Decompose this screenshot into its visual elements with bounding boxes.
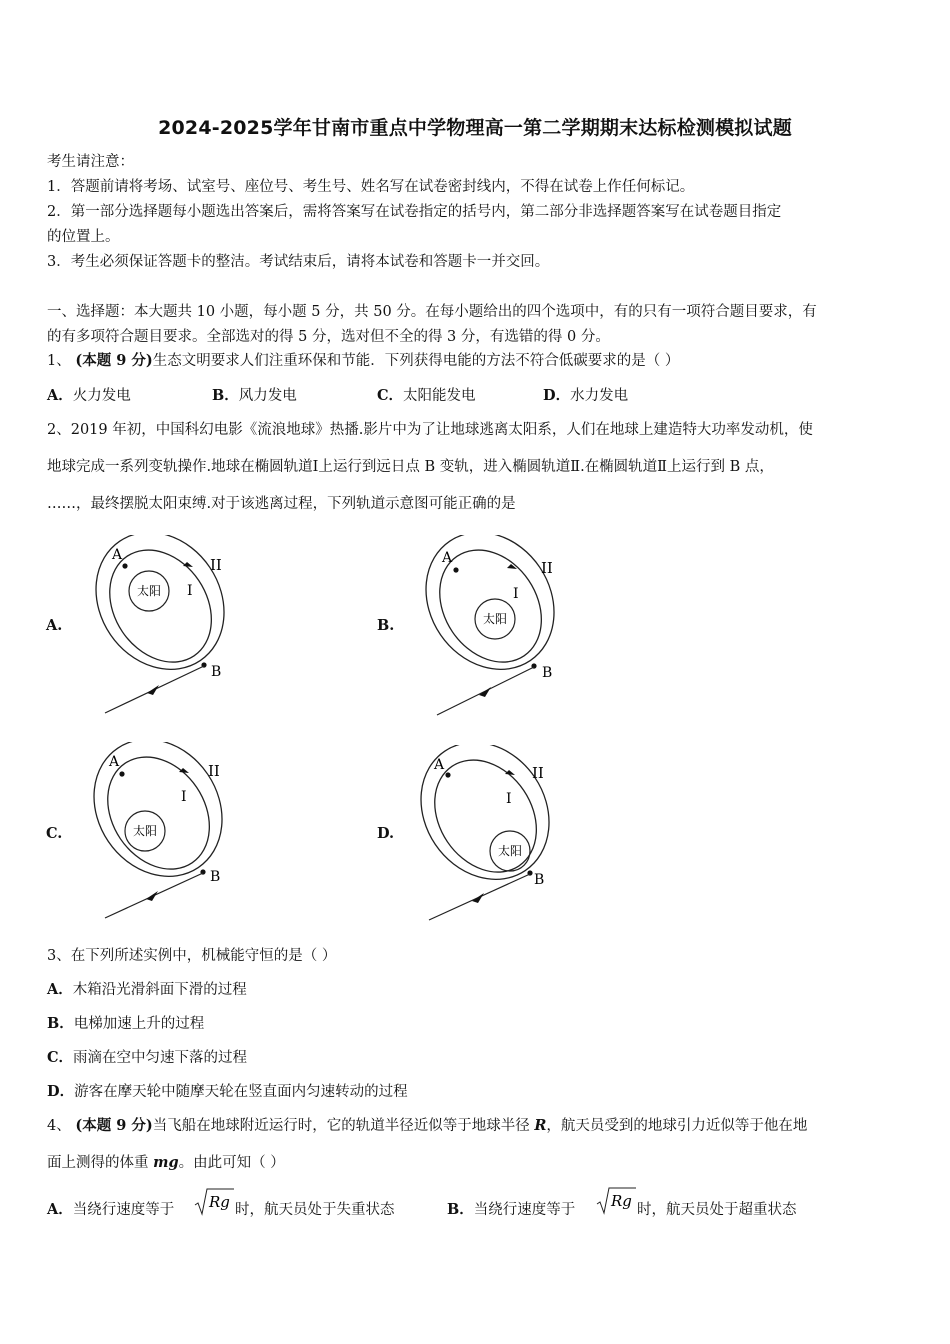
- option-b[interactable]: [447, 1200, 575, 1220]
- point-a: [445, 772, 450, 777]
- question-text: 。由此可知（ ）: [178, 1155, 285, 1171]
- option-text: 太阳能发电: [403, 388, 476, 404]
- point-b-label: B: [211, 664, 222, 680]
- orbit-diagram-b: [425, 535, 575, 720]
- option-c[interactable]: [377, 386, 476, 406]
- orbit-1-label: I: [506, 791, 512, 807]
- notice-item: 的位置上。: [47, 229, 120, 245]
- option-label: A．: [47, 387, 73, 404]
- option-label: D．: [543, 387, 571, 404]
- point-b-label: B: [210, 869, 221, 885]
- option-text: 游客在摩天轮中随摩天轮在竖直面内匀速转动的过程: [74, 1084, 408, 1100]
- point-a: [119, 771, 124, 776]
- option-label: B．: [47, 1015, 74, 1032]
- point-b-label: B: [534, 872, 545, 888]
- question-tag: (本题 9 分): [75, 352, 153, 369]
- orbit-diagram-c: [93, 742, 243, 927]
- question-text: ，航天员受到的地球引力近似等于他在地: [546, 1118, 808, 1134]
- option-a[interactable]: [47, 980, 247, 1000]
- orbit-diagram-a: [95, 535, 245, 720]
- sqrt-radicand: Rg: [611, 1192, 632, 1210]
- option-text: 当绕行速度等于: [473, 1202, 576, 1218]
- point-a: [122, 563, 127, 568]
- point-a-label: A: [112, 547, 123, 563]
- option-label: B．: [212, 387, 239, 404]
- question-text: 面上测得的体重: [47, 1155, 154, 1171]
- question-text: 当飞船在地球附近运行时，它的轨道半径近似等于地球半径: [152, 1118, 535, 1134]
- section-instructions: 的有多项符合题目要求。全部选对的得 5 分，选对但不全的得 3 分，有选错的得 0 分。: [47, 329, 610, 345]
- orbit-1-label: I: [181, 789, 187, 805]
- option-label: C．: [47, 1049, 74, 1066]
- option-text: 火力发电: [72, 388, 131, 404]
- option-d[interactable]: [47, 1082, 408, 1102]
- option-b[interactable]: [47, 1014, 204, 1034]
- question-2-line: 地球完成一系列变轨操作.地球在椭圆轨道Ⅰ上运行到远日点 B 变轨，进入椭圆轨道Ⅱ.在椭圆轨道Ⅱ上运行到 B 点，: [47, 459, 774, 475]
- question-number: 4、: [47, 1118, 71, 1134]
- notice-item: 2．第一部分选择题每小题选出答案后，需将答案写在试卷指定的括号内，第二部分非选择题答案写在试卷题目指定: [47, 204, 782, 220]
- option-text: 雨滴在空中匀速下落的过程: [73, 1050, 248, 1066]
- orbit-1-label: I: [187, 583, 193, 599]
- notice-item: 1．答题前请将考场、试室号、座位号、考生号、姓名写在试卷密封线内，不得在试卷上作任何标记。: [47, 179, 695, 195]
- sun-label: 太阳: [482, 612, 508, 626]
- option-b-tail: 时，航天员处于超重状态: [637, 1202, 797, 1218]
- point-a-label: A: [434, 757, 445, 773]
- orbit-2-label: II: [210, 556, 222, 574]
- option-b[interactable]: [212, 386, 297, 406]
- option-a[interactable]: [47, 386, 131, 406]
- figure-label-d[interactable]: D.: [377, 825, 395, 842]
- option-d[interactable]: [543, 386, 628, 406]
- option-c[interactable]: [47, 1048, 247, 1068]
- figure-label-c[interactable]: C.: [46, 825, 63, 842]
- point-b-label: B: [542, 665, 553, 681]
- orbit-2-label: II: [208, 762, 220, 780]
- question-4-line: [47, 1153, 907, 1173]
- option-text: 水力发电: [570, 388, 629, 404]
- section-instructions: 一、选择题：本大题共 10 小题，每小题 5 分，共 50 分。在每小题给出的四个选项中，有的只有一项符合题目要求，有: [47, 304, 817, 320]
- point-a-label: A: [442, 550, 453, 566]
- orbit-2-label: II: [532, 764, 544, 782]
- question-2-line: 2、2019 年初，中国科幻电影《流浪地球》热播.影片中为了让地球逃离太阳系，人们在地球上建造特大功率发动机，使: [47, 422, 813, 438]
- option-label: A．: [47, 981, 73, 998]
- page-title: 2024-2025学年甘南市重点中学物理高一第二学期期末达标检测模拟试题: [158, 117, 792, 139]
- sqrt-symbol-a: [193, 1187, 235, 1217]
- question-number: 1、: [47, 353, 71, 369]
- question-1: [47, 351, 907, 371]
- option-label: B．: [447, 1201, 474, 1218]
- option-label: D．: [47, 1083, 75, 1100]
- sqrt-symbol-b: [595, 1186, 637, 1216]
- figure-label-a[interactable]: A.: [46, 617, 63, 634]
- option-text: 当绕行速度等于: [72, 1202, 175, 1218]
- option-text: 电梯加速上升的过程: [73, 1016, 205, 1032]
- question-2-line: ……，最终摆脱太阳束缚.对于该逃离过程，下列轨道示意图可能正确的是: [47, 496, 516, 512]
- variable-r: R: [534, 1117, 547, 1134]
- orbit-2-label: II: [541, 559, 553, 577]
- option-text: 风力发电: [238, 388, 297, 404]
- sun-label: 太阳: [136, 584, 162, 598]
- point-a-label: A: [109, 754, 120, 770]
- orbit-1-label: I: [513, 586, 519, 602]
- notice-header: 考生请注意：: [47, 154, 134, 170]
- option-label: A．: [47, 1201, 73, 1218]
- sun-label: 太阳: [497, 844, 523, 858]
- question-tag: (本题 9 分): [75, 1117, 153, 1134]
- option-a[interactable]: [47, 1200, 174, 1220]
- question-text: 生态文明要求人们注重环保和节能．下列获得电能的方法不符合低碳要求的是（ ）: [152, 353, 680, 369]
- point-a: [453, 567, 458, 572]
- option-a-tail: 时，航天员处于失重状态: [235, 1202, 395, 1218]
- sun-label: 太阳: [132, 824, 158, 838]
- question-4-line: [47, 1116, 907, 1136]
- figure-label-b[interactable]: B.: [377, 617, 395, 634]
- notice-item: 3．考生必须保证答题卡的整洁。考试结束后，请将本试卷和答题卡一并交回。: [47, 254, 550, 270]
- orbit-diagram-d: [420, 745, 570, 930]
- question-3: 3、在下列所述实例中，机械能守恒的是（ ）: [47, 948, 337, 964]
- option-text: 木箱沿光滑斜面下滑的过程: [72, 982, 247, 998]
- sqrt-radicand: Rg: [209, 1193, 230, 1211]
- variable-mg: mg: [153, 1154, 179, 1171]
- option-label: C．: [377, 387, 404, 404]
